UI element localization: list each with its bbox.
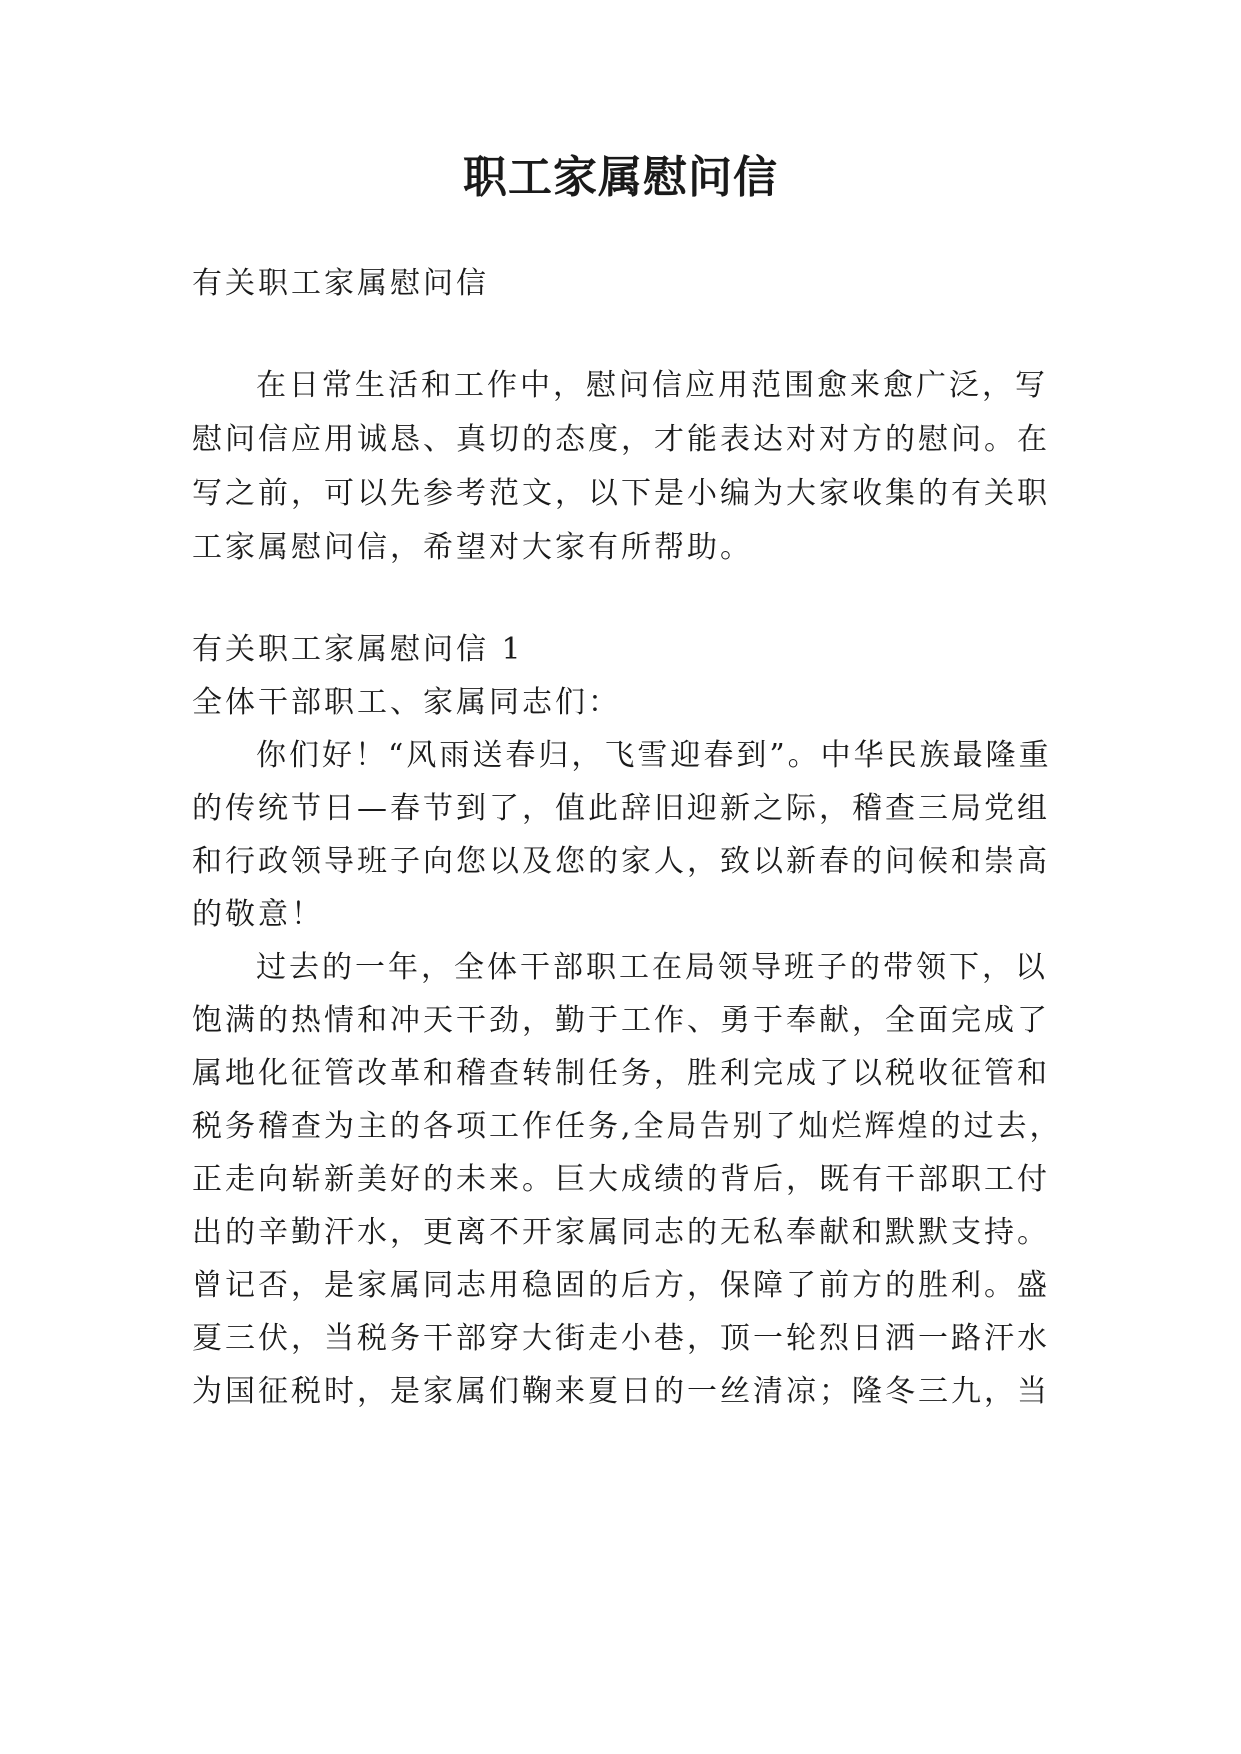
paragraph-line: 过去的一年，全体干部职工在局领导班子的带领下，以	[256, 950, 1048, 985]
paragraph-line: 饱满的热情和冲天干劲，勤于工作、勇于奉献，全面完成了	[192, 1003, 1050, 1038]
paragraph-line: 你们好！“风雨送春归，飞雪迎春到”。中华民族最隆重	[256, 738, 1052, 773]
intro-line: 工家属慰问信，希望对大家有所帮助。	[192, 530, 753, 565]
paragraph-line: 夏三伏，当税务干部穿大街走小巷，顶一轮烈日洒一路汗水	[192, 1321, 1050, 1356]
paragraph-line: 的敬意！	[192, 897, 324, 932]
salutation: 全体干部职工、家属同志们：	[192, 685, 621, 720]
paragraph-line: 税务稽查为主的各项工作任务,全局告别了灿烂辉煌的过去，	[192, 1109, 1063, 1144]
intro-line: 在日常生活和工作中，慰问信应用范围愈来愈广泛，写	[256, 368, 1048, 403]
document-title: 职工家属慰问信	[463, 152, 778, 203]
section-heading: 有关职工家属慰问信 1	[192, 632, 524, 667]
subtitle: 有关职工家属慰问信	[192, 266, 489, 301]
paragraph-line: 为国征税时，是家属们鞠来夏日的一丝清凉；隆冬三九，当	[192, 1374, 1050, 1409]
paragraph-line: 正走向崭新美好的未来。巨大成绩的背后，既有干部职工付	[192, 1162, 1050, 1197]
paragraph-line: 出的辛勤汗水，更离不开家属同志的无私奉献和默默支持。	[192, 1215, 1050, 1250]
paragraph-line: 属地化征管改革和稽查转制任务，胜利完成了以税收征管和	[192, 1056, 1050, 1091]
intro-line: 慰问信应用诚恳、真切的态度，才能表达对对方的慰问。在	[192, 422, 1050, 457]
paragraph-line: 曾记否，是家属同志用稳固的后方，保障了前方的胜利。盛	[192, 1268, 1050, 1303]
paragraph-line: 的传统节日—春节到了，值此辞旧迎新之际，稽查三局党组	[192, 791, 1050, 826]
intro-line: 写之前，可以先参考范文，以下是小编为大家收集的有关职	[192, 476, 1050, 511]
paragraph-line: 和行政领导班子向您以及您的家人，致以新春的问候和崇高	[192, 844, 1050, 879]
